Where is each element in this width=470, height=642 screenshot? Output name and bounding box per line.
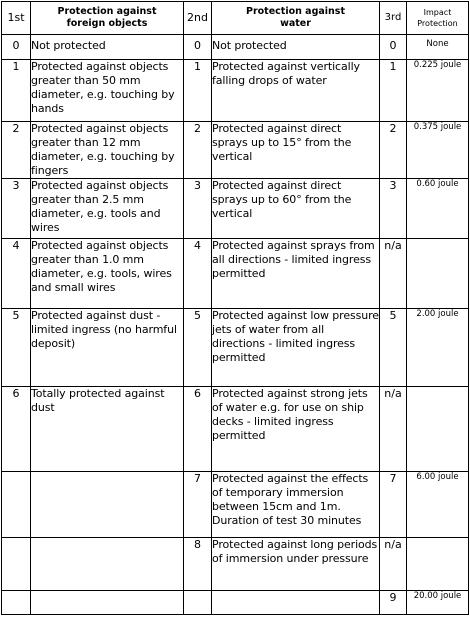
foreign-desc [31, 538, 184, 591]
digit-third: 3 [380, 179, 407, 239]
water-desc: Protected against the effects of temporary immersion between 15cm and 1m. Duration of test 30 minutes [212, 472, 380, 538]
digit-first [2, 591, 31, 615]
water-desc: Not protected [212, 35, 380, 60]
table-row [2, 35, 469, 60]
digit-third: n/a [380, 387, 407, 472]
foreign-desc: Protected against objects greater than 2.5 mm diameter, e.g. tools and wires [31, 179, 184, 239]
digit-first [2, 472, 31, 538]
header-foreign [31, 2, 184, 35]
digit-second: 6 [184, 387, 212, 472]
header-impact [407, 2, 469, 35]
digit-first [2, 538, 31, 591]
impact-value: None [407, 35, 469, 60]
digit-second [184, 591, 212, 615]
digit-first: 3 [2, 179, 31, 239]
digit-third: 5 [380, 309, 407, 387]
foreign-desc: Protected against dust - limited ingress (no harmful deposit) [31, 309, 184, 387]
digit-first: 2 [2, 122, 31, 179]
header-foreign-label: Protection against foreign objects [57, 6, 157, 29]
digit-second: 0 [184, 35, 212, 60]
foreign-desc [31, 472, 184, 538]
foreign-desc: Not protected [31, 35, 184, 60]
water-desc: Protected against direct sprays up to 60° from the vertical [212, 179, 380, 239]
digit-second: 2 [184, 122, 212, 179]
header-impact-label: Impact Protection [417, 8, 458, 28]
digit-third: 7 [380, 472, 407, 538]
digit-first: 1 [2, 60, 31, 122]
digit-third: 0 [380, 35, 407, 60]
header-water-label: Protection against water [245, 6, 346, 29]
water-desc: Protected against vertically falling drops of water [212, 60, 380, 122]
water-desc: Protected against direct sprays up to 15° from the vertical [212, 122, 380, 179]
digit-second: 5 [184, 309, 212, 387]
table-row [2, 239, 469, 309]
impact-value [407, 538, 469, 591]
digit-second: 1 [184, 60, 212, 122]
table-row [2, 179, 469, 239]
impact-value: 2.00 joule [407, 309, 469, 387]
digit-second: 7 [184, 472, 212, 538]
digit-first: 6 [2, 387, 31, 472]
foreign-desc [31, 591, 184, 615]
impact-value: 0.60 joule [407, 179, 469, 239]
impact-value: 0.225 joule [407, 60, 469, 122]
ip-rating-table [1, 1, 469, 615]
table-row [2, 309, 469, 387]
table-row [2, 472, 469, 538]
digit-third: 9 [380, 591, 407, 615]
digit-second: 4 [184, 239, 212, 309]
impact-value: 0.375 joule [407, 122, 469, 179]
impact-value [407, 239, 469, 309]
digit-first: 5 [2, 309, 31, 387]
foreign-desc: Protected against objects greater than 12 mm diameter, e.g. touching by fingers [31, 122, 184, 179]
foreign-desc: Protected against objects greater than 50 mm diameter, e.g. touching by hands [31, 60, 184, 122]
table-row [2, 387, 469, 472]
table-row [2, 591, 469, 615]
digit-second: 8 [184, 538, 212, 591]
digit-third: 2 [380, 122, 407, 179]
impact-value [407, 387, 469, 472]
header-third: 3rd [380, 2, 407, 35]
table-row [2, 538, 469, 591]
digit-third: n/a [380, 239, 407, 309]
table-row [2, 122, 469, 179]
water-desc: Protected against strong jets of water e.g. for use on ship decks - limited ingress permitted [212, 387, 380, 472]
water-desc: Protected against low pressure jets of water from all directions - limited ingress permitted [212, 309, 380, 387]
impact-value: 6.00 joule [407, 472, 469, 538]
water-desc [212, 591, 380, 615]
header-second: 2nd [184, 2, 212, 35]
header-row [2, 2, 469, 35]
water-desc: Protected against long periods of immersion under pressure [212, 538, 380, 591]
digit-first: 4 [2, 239, 31, 309]
water-desc: Protected against sprays from all directions - limited ingress permitted [212, 239, 380, 309]
digit-first: 0 [2, 35, 31, 60]
foreign-desc: Protected against objects greater than 1.0 mm diameter, e.g. tools, wires and small wires [31, 239, 184, 309]
digit-third: 1 [380, 60, 407, 122]
digit-third: n/a [380, 538, 407, 591]
digit-second: 3 [184, 179, 212, 239]
header-first: 1st [2, 2, 31, 35]
foreign-desc: Totally protected against dust [31, 387, 184, 472]
table-row [2, 60, 469, 122]
header-water [212, 2, 380, 35]
impact-value: 20.00 joule [407, 591, 469, 615]
